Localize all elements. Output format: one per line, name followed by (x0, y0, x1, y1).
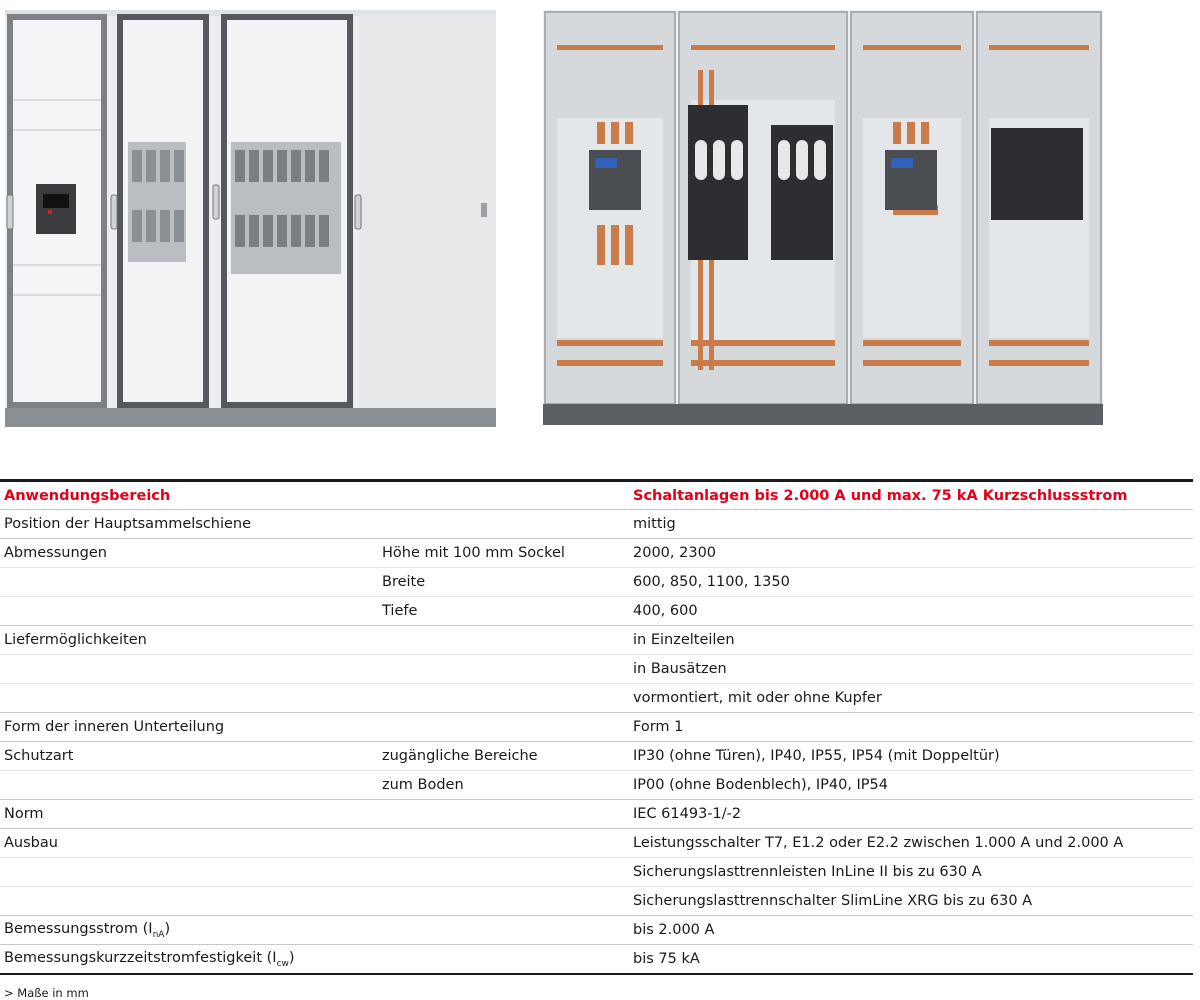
table-row (0, 829, 1193, 858)
row-sublabel: zum Boden (382, 777, 464, 793)
table-row (0, 713, 1193, 742)
rated-current-value: bis 2.000 A (633, 922, 715, 938)
rated-current-label (0, 921, 378, 940)
cabinet-closed-image (5, 10, 496, 427)
table-row (0, 655, 1193, 684)
rated-current-subscript: nA (152, 929, 165, 940)
row-label: Norm (4, 806, 44, 822)
row-sublabel: zugängliche Bereiche (382, 748, 538, 764)
short-time-close: ) (288, 949, 295, 966)
table-row (0, 568, 1193, 597)
row-value: vormontiert, mit oder ohne Kupfer (633, 690, 882, 706)
product-images (0, 0, 1200, 440)
short-time-subscript: cw (276, 958, 289, 969)
short-time-label (0, 950, 378, 969)
row-value: IP00 (ohne Bodenblech), IP40, IP54 (633, 777, 889, 793)
table-row (0, 626, 1193, 655)
table-row (0, 800, 1193, 829)
table-header-row (0, 482, 1193, 510)
row-value: mittig (633, 516, 676, 532)
row-label: Schutzart (4, 748, 74, 764)
header-label: Anwendungsbereich (4, 487, 171, 504)
row-label: Abmessungen (4, 545, 107, 561)
row-sublabel: Breite (382, 574, 426, 590)
row-value: 2000, 2300 (633, 545, 717, 561)
short-time-label-text: Bemessungskurzzeitstromfestigkeit (I (4, 949, 277, 966)
row-label: Form der inneren Unterteilung (4, 719, 225, 735)
table-row (0, 887, 1193, 916)
row-value: Sicherungslasttrennleisten InLine II bis zu 630 A (633, 864, 982, 880)
row-value: 400, 600 (633, 603, 698, 619)
row-sublabel: Tiefe (382, 603, 418, 619)
row-label: Liefermöglichkeiten (4, 632, 147, 648)
header-value: Schaltanlagen bis 2.000 A und max. 75 kA Kurzschlussstrom (633, 487, 1128, 504)
row-value: 600, 850, 1100, 1350 (633, 574, 790, 590)
table-row (0, 742, 1193, 771)
row-sublabel: Höhe mit 100 mm Sockel (382, 545, 565, 561)
table-row (0, 597, 1193, 626)
table-row (0, 771, 1193, 800)
row-label: Ausbau (4, 835, 58, 851)
table-row-rated-current (0, 916, 1193, 945)
rated-current-label-text: Bemessungsstrom (I (4, 920, 153, 937)
row-value: Sicherungslasttrennschalter SlimLine XRG bis zu 630 A (633, 893, 1033, 909)
row-value: in Einzelteilen (633, 632, 735, 648)
table-row (0, 510, 1193, 539)
specification-table (0, 479, 1193, 975)
table-row (0, 539, 1193, 568)
cabinet-open-image (543, 10, 1103, 425)
table-row-short-time (0, 945, 1193, 975)
short-time-value: bis 75 kA (633, 951, 700, 967)
rated-current-close: ) (164, 920, 171, 937)
row-value: Leistungsschalter T7, E1.2 oder E2.2 zwischen 1.000 A und 2.000 A (633, 835, 1124, 851)
footnote: > Maße in mm (4, 986, 89, 1000)
table-row (0, 684, 1193, 713)
row-value: IP30 (ohne Türen), IP40, IP55, IP54 (mit Doppeltür) (633, 748, 1000, 764)
table-row (0, 858, 1193, 887)
row-value: in Bausätzen (633, 661, 727, 677)
row-value: IEC 61493-1/-2 (633, 806, 742, 822)
row-label: Position der Hauptsammelschiene (4, 516, 252, 532)
row-value: Form 1 (633, 719, 684, 735)
